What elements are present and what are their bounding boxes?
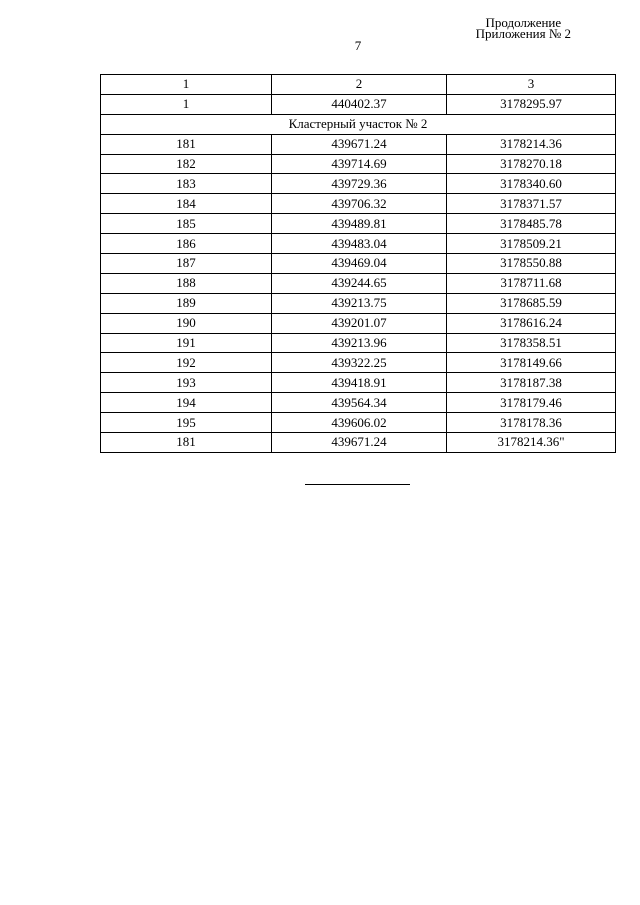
table-row <box>101 433 616 453</box>
table-row <box>101 134 616 154</box>
appendix-label: Приложения № 2 <box>475 26 571 41</box>
x-coordinate: 439564.34 <box>272 393 447 413</box>
table-row <box>101 94 616 114</box>
table-row <box>101 174 616 194</box>
point-number: 192 <box>101 353 272 373</box>
table-row <box>101 313 616 333</box>
y-coordinate: 3178485.78 <box>447 214 616 234</box>
point-number: 194 <box>101 393 272 413</box>
appendix-continuation-note <box>476 17 571 39</box>
point-number: 191 <box>101 333 272 353</box>
x-coordinate: 440402.37 <box>272 94 447 114</box>
table-row <box>101 254 616 274</box>
x-coordinate: 439606.02 <box>272 413 447 433</box>
y-coordinate: 3178685.59 <box>447 293 616 313</box>
x-coordinate: 439469.04 <box>272 254 447 274</box>
x-coordinate: 439671.24 <box>272 134 447 154</box>
y-coordinate: 3178358.51 <box>447 333 616 353</box>
point-number: 190 <box>101 313 272 333</box>
x-coordinate: 439201.07 <box>272 313 447 333</box>
table-row <box>101 273 616 293</box>
y-coordinate: 3178340.60 <box>447 174 616 194</box>
y-coordinate: 3178371.57 <box>447 194 616 214</box>
table-row <box>101 154 616 174</box>
y-coordinate: 3178149.66 <box>447 353 616 373</box>
table-row <box>101 373 616 393</box>
continuation-label: Продолжение <box>485 15 562 30</box>
coordinates-table <box>100 74 616 453</box>
table-row <box>101 333 616 353</box>
table-row <box>101 194 616 214</box>
table-row <box>101 234 616 254</box>
table-row <box>101 393 616 413</box>
column-number-row <box>101 75 616 95</box>
point-number: 185 <box>101 214 272 234</box>
y-coordinate: 3178270.18 <box>447 154 616 174</box>
y-coordinate: 3178214.36 <box>447 134 616 154</box>
x-coordinate: 439729.36 <box>272 174 447 194</box>
x-coordinate: 439244.65 <box>272 273 447 293</box>
y-coordinate: 3178178.36 <box>447 413 616 433</box>
y-coordinate: 3178616.24 <box>447 313 616 333</box>
point-number: 195 <box>101 413 272 433</box>
x-coordinate: 439489.81 <box>272 214 447 234</box>
page-number: 7 <box>354 38 362 53</box>
column-header: 2 <box>272 75 447 95</box>
point-number: 188 <box>101 273 272 293</box>
point-number: 184 <box>101 194 272 214</box>
point-number: 187 <box>101 254 272 274</box>
x-coordinate: 439322.25 <box>272 353 447 373</box>
y-coordinate: 3178179.46 <box>447 393 616 413</box>
table-row <box>101 413 616 433</box>
y-coordinate: 3178550.88 <box>447 254 616 274</box>
x-coordinate: 439418.91 <box>272 373 447 393</box>
point-number: 193 <box>101 373 272 393</box>
y-coordinate: 3178214.36" <box>447 433 616 453</box>
x-coordinate: 439714.69 <box>272 154 447 174</box>
y-coordinate: 3178509.21 <box>447 234 616 254</box>
table-row <box>101 293 616 313</box>
point-number: 181 <box>101 433 272 453</box>
point-number: 182 <box>101 154 272 174</box>
end-divider <box>305 484 410 485</box>
section-title: Кластерный участок № 2 <box>101 114 616 134</box>
x-coordinate: 439213.75 <box>272 293 447 313</box>
y-coordinate: 3178711.68 <box>447 273 616 293</box>
table-row <box>101 214 616 234</box>
column-header: 1 <box>101 75 272 95</box>
point-number: 189 <box>101 293 272 313</box>
point-number: 181 <box>101 134 272 154</box>
section-title-row <box>101 114 616 134</box>
column-header: 3 <box>447 75 616 95</box>
table-row <box>101 353 616 373</box>
x-coordinate: 439213.96 <box>272 333 447 353</box>
point-number: 186 <box>101 234 272 254</box>
y-coordinate: 3178187.38 <box>447 373 616 393</box>
y-coordinate: 3178295.97 <box>447 94 616 114</box>
x-coordinate: 439483.04 <box>272 234 447 254</box>
x-coordinate: 439706.32 <box>272 194 447 214</box>
point-number: 183 <box>101 174 272 194</box>
point-number: 1 <box>101 94 272 114</box>
x-coordinate: 439671.24 <box>272 433 447 453</box>
